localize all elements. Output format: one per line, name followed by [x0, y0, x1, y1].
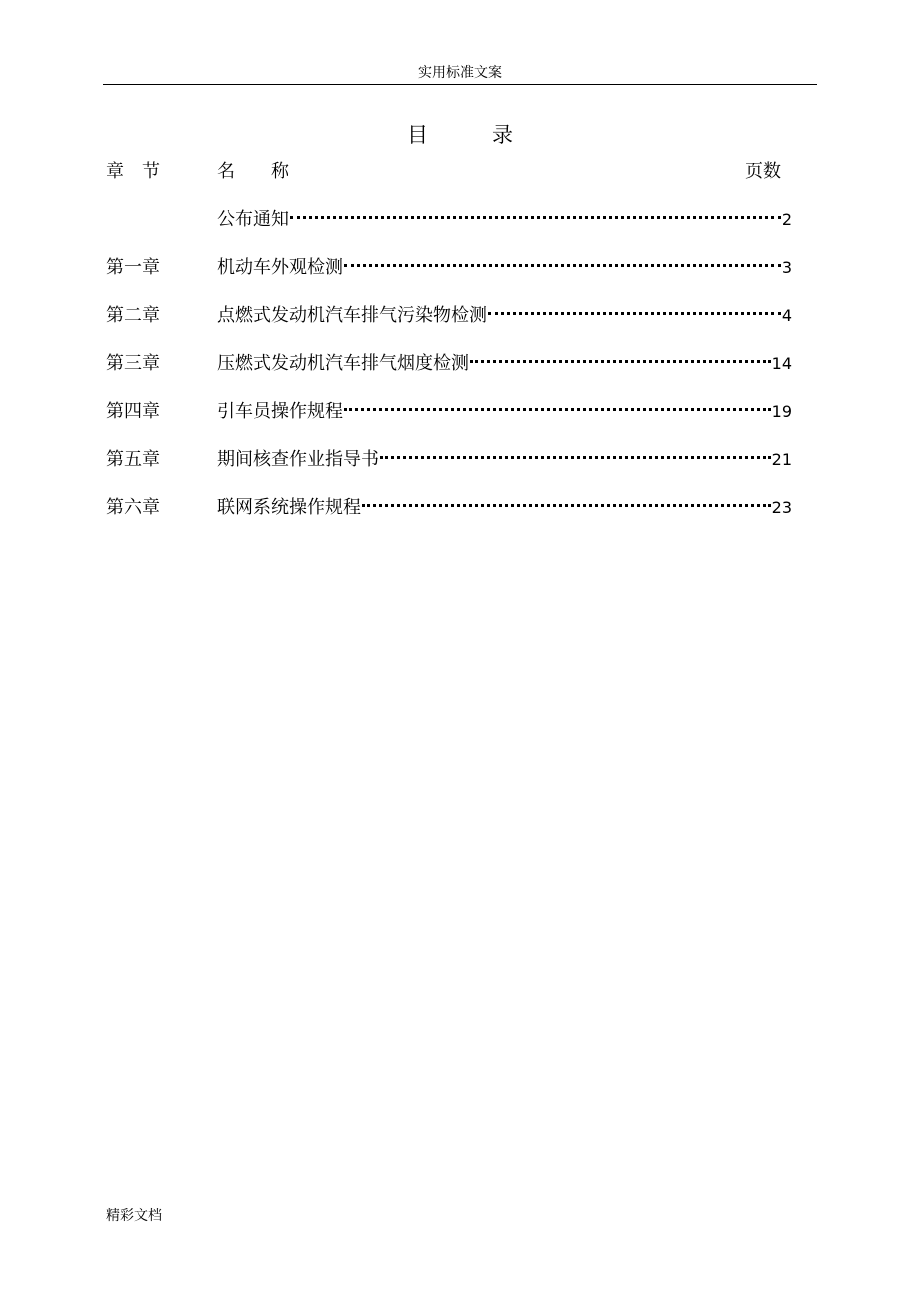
dot-leader — [362, 503, 771, 507]
column-header-chapter: 章 节 — [106, 161, 160, 182]
toc-entry-name: 机动车外观检测 — [217, 257, 343, 278]
column-header-name: 名 称 — [217, 161, 289, 182]
toc-entry[interactable] — [106, 208, 792, 232]
dot-leader — [344, 407, 771, 411]
toc-entry[interactable] — [106, 400, 792, 424]
column-header-page: 页数 — [745, 161, 781, 182]
toc-entry-page: 21 — [771, 450, 792, 469]
toc-entry-chapter: 第五章 — [106, 449, 160, 470]
toc-title-char-2: 录 — [492, 123, 513, 147]
toc-entry[interactable] — [106, 304, 792, 328]
toc-entry-chapter: 第六章 — [106, 497, 160, 518]
toc-entry-name: 点燃式发动机汽车排气污染物检测 — [217, 305, 487, 326]
toc-entry-page: 3 — [781, 258, 792, 277]
toc-title-char-1: 目 — [407, 123, 428, 147]
toc-entry[interactable] — [106, 496, 792, 520]
toc-entry[interactable] — [106, 256, 792, 280]
toc-entry[interactable] — [106, 448, 792, 472]
dot-leader — [380, 455, 771, 459]
toc-entry-page: 2 — [781, 210, 792, 229]
toc-entry-chapter: 第二章 — [106, 305, 160, 326]
toc-entry-name: 公布通知 — [217, 209, 289, 230]
toc-entry-page: 23 — [771, 498, 792, 517]
toc-entry-name: 压燃式发动机汽车排气烟度检测 — [217, 353, 469, 374]
dot-leader — [344, 263, 781, 267]
page-footer: 精彩文档 — [106, 1208, 162, 1224]
toc-entry-name: 引车员操作规程 — [217, 401, 343, 422]
toc-entry-page: 14 — [771, 354, 792, 373]
toc-entry-chapter: 第四章 — [106, 401, 160, 422]
toc-entry[interactable] — [106, 352, 792, 376]
toc-entry-page: 4 — [781, 306, 792, 325]
toc-entry-page: 19 — [771, 402, 792, 421]
toc-entry-name: 联网系统操作规程 — [217, 497, 361, 518]
toc-entry-name: 期间核查作业指导书 — [217, 449, 379, 470]
toc-entry-chapter: 第一章 — [106, 257, 160, 278]
toc-title — [0, 122, 920, 148]
dot-leader — [470, 359, 771, 363]
header-divider — [103, 84, 817, 85]
dot-leader — [488, 311, 781, 315]
page-header: 实用标准文案 — [418, 65, 502, 81]
dot-leader — [290, 215, 781, 219]
toc-entry-chapter: 第三章 — [106, 353, 160, 374]
